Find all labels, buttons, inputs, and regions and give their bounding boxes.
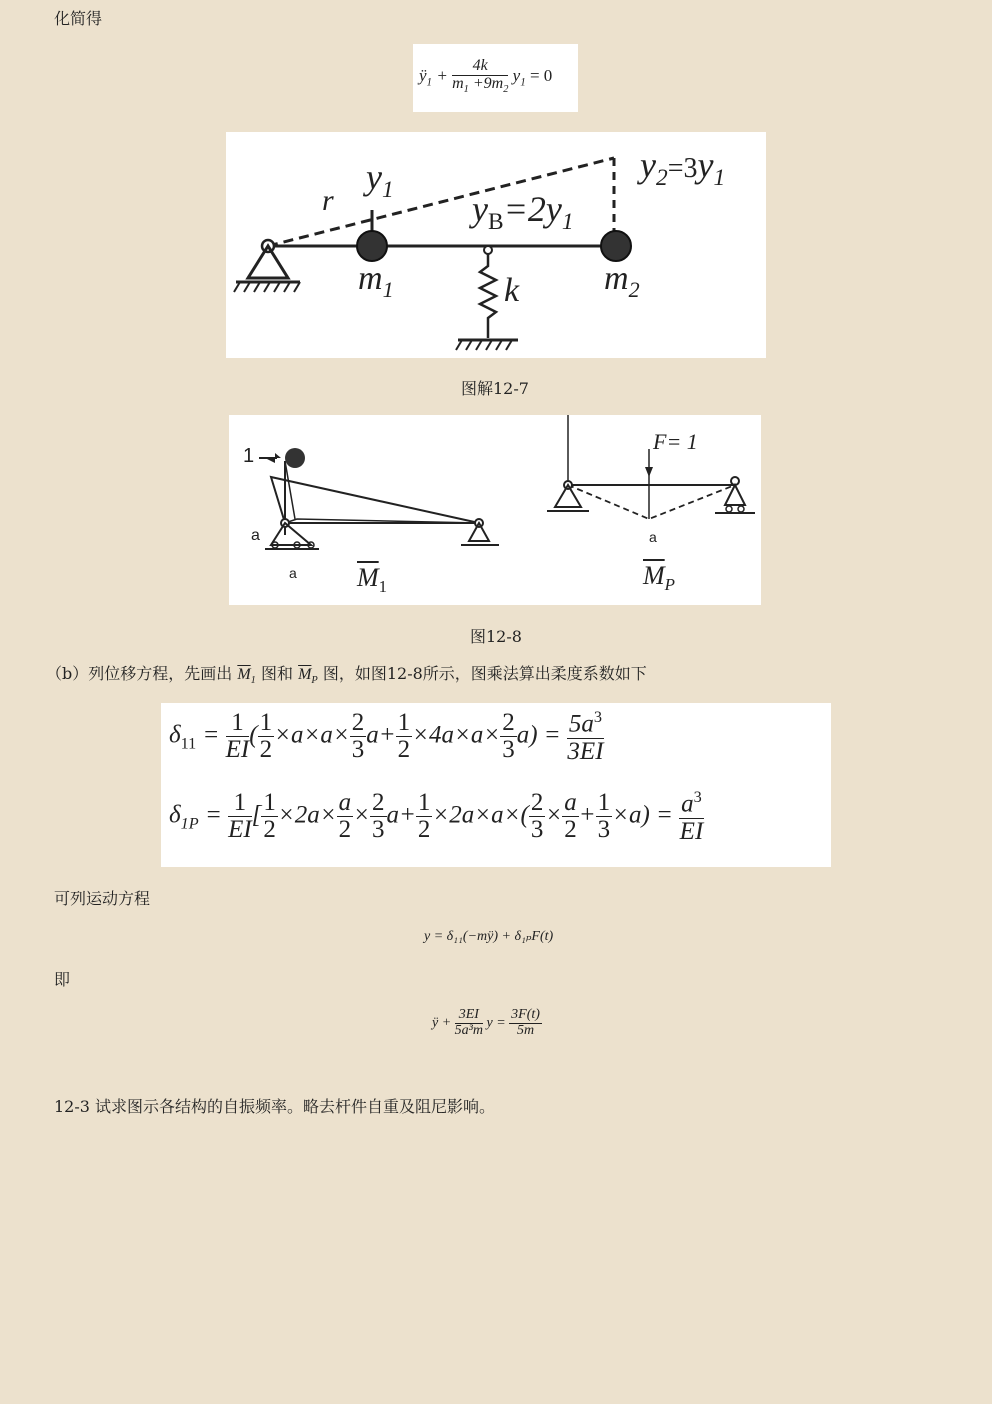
label-r: r [322, 184, 334, 217]
figure-12-7 [226, 132, 766, 358]
caption-12-8: 图12-8 [470, 627, 522, 646]
label-MP-bar: $\overline{M}_P$ [643, 561, 675, 595]
label-M1-bar: $\overline{M}_1$ [357, 563, 388, 597]
label-unit-force: 1 [243, 445, 255, 467]
label-a-right: a [649, 529, 657, 545]
ji-text: 即 [54, 970, 71, 989]
label-a-bottom: a [289, 565, 297, 581]
equation-1: $ÿ_1$ + $\frac{4k}{m_1 +9m_2}$ $y_1 = 0$ [419, 57, 553, 95]
caption-12-7: 图解12-7 [461, 379, 529, 398]
label-y1: $y_1$ [366, 157, 394, 204]
label-F: F= 1 [653, 429, 698, 454]
eq1-rhs: = 0 [529, 65, 553, 85]
equation-2-box [161, 703, 831, 867]
label-k: k [504, 272, 520, 309]
reduced-equation: ÿ + $\frac{3EI}{\text{5a³m}}$ y = $\frac{3F(t)}{5m}$ [432, 1007, 540, 1038]
intro-text: 化简得 [54, 9, 103, 28]
label-m1: $m_1$ [358, 260, 394, 302]
label-m2: $m_2$ [604, 260, 640, 302]
eq1-numerator: 4k [452, 58, 508, 76]
figure-12-8 [229, 415, 761, 605]
label-y2: $y_2=3y_1$ [640, 145, 726, 192]
motion-intro-text: 可列运动方程 [54, 889, 151, 908]
problem-12-3: 12-3 试求图示各结构的自振频率。略去杆件自重及阻尼影响。 [54, 1097, 496, 1116]
label-yB: $y_B=2y_1$ [472, 189, 574, 236]
delta11-equation: $\delta_{11}$ = $\frac{1}{EI}$ ( $\frac{1}{2}$ ×a×a× $\frac{2}{3}$ a+ $\frac{1}{2}$ ×4a×a× $\frac{2}{3}$ a) = $\frac{5a^3}{3EI}$ [169, 708, 604, 765]
delta1p-equation: $\delta_{1P}$ = $\frac{1}{EI}$ [ $\frac{1}{2}$ ×2a× $\frac{a}{2}$ × $\frac{2}{3}$ a+ $\frac{1}{2}$ ×2a×a×( $\frac{2}{3}$ × $\frac{a}{2}$ + $\frac{1}{3}$ ×a) = $\frac{a^3}{EI}$ [169, 788, 704, 845]
paragraph-b: （b）列位移方程，先画出 $\overline{M}_1$ 图和 $\overline{M}_P$ 图，如图12-8所示，图乘法算出柔度系数如下 [46, 664, 647, 687]
equation-1-box [413, 44, 578, 112]
motion-equation: y = δ₁₁(−mÿ) + δ₁ₚF(t) [424, 929, 554, 944]
label-a-left: a [251, 527, 260, 544]
